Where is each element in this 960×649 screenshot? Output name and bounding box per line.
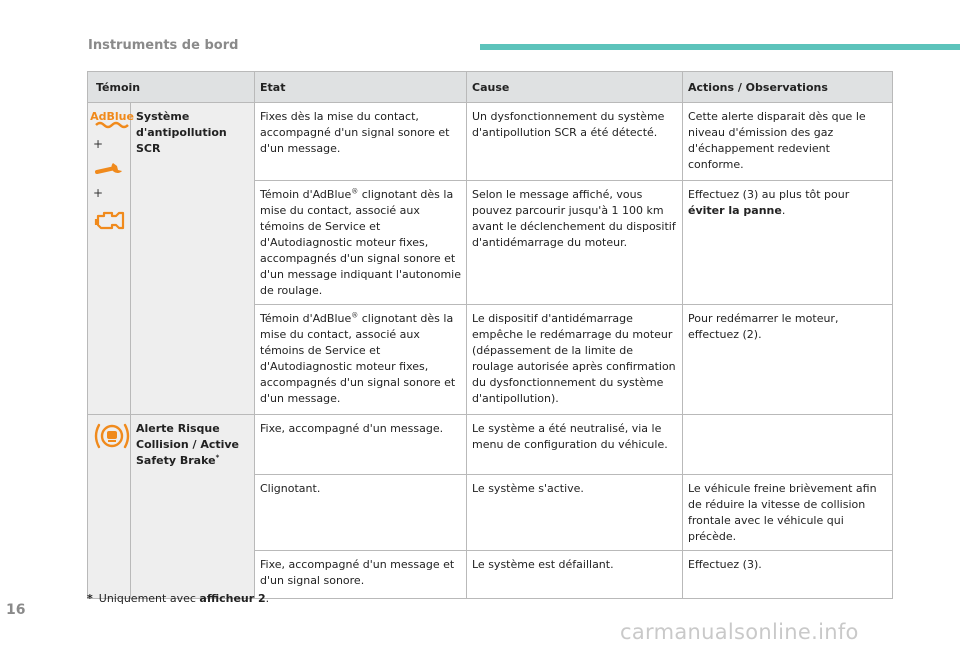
page-number: 16: [6, 602, 26, 618]
cause-cell: Le système est défaillant.: [467, 551, 683, 599]
cause-cell: Le système a été neutralisé, via le menu de configuration du véhicule.: [467, 415, 683, 475]
action-cell: Le véhicule freine brièvement afin de réduire la vitesse de collision frontale avec le véhicule qui précède.: [683, 475, 893, 551]
header-cause: Cause: [467, 72, 683, 103]
etat-cell: Clignotant.: [255, 475, 467, 551]
header-accent-bar: [480, 44, 960, 50]
wrench-icon: [93, 158, 127, 180]
table-header-row: [88, 72, 893, 103]
indicator-name-scr: Système d'antipollution SCR: [131, 103, 255, 415]
etat-cell: Témoin d'AdBlue® clignotant dès la mise du contact, associé aux témoins de Service et d'Autodiagnostic moteur fixes, accompagnés d'un signal sonore et d'un message.: [255, 305, 467, 415]
indicator-name-collision: Alerte Risque Collision / Active Safety Brake*: [131, 415, 255, 599]
section-title: Instruments de bord: [88, 38, 239, 53]
header-temoin: Témoin: [88, 72, 255, 103]
icons-cell-scr: [88, 103, 134, 415]
cause-cell: Le dispositif d'antidémarrage empêche le redémarrage du moteur (dépassement de la limite de roulage autorisée après confirmation du dysfonctionnement du système d'antipollution).: [467, 305, 683, 415]
action-cell: Effectuez (3) au plus tôt pour éviter la panne.: [683, 181, 893, 305]
indicator-table: [87, 71, 893, 599]
adblue-icon-label: AdBlue: [90, 110, 134, 123]
collision-alert-icon: [93, 421, 131, 451]
plus-sign: +: [93, 186, 104, 200]
icons-cell-collision: [88, 415, 131, 599]
etat-cell: Témoin d'AdBlue® clignotant dès la mise du contact, associé aux témoins de Service et d'Autodiagnostic moteur fixes, accompagnés d'un signal sonore et d'un message indiquant l'autonomie de roulage.: [255, 181, 467, 305]
table-row: [88, 415, 893, 475]
plus-sign: +: [93, 137, 104, 151]
action-cell: [683, 415, 893, 475]
cause-cell: Un dysfonctionnement du système d'antipollution SCR a été détecté.: [467, 103, 683, 181]
engine-icon: [93, 207, 127, 233]
cause-cell: Selon le message affiché, vous pouvez parcourir jusqu'à 1 100 km avant le déclenchement du dispositif d'antidémarrage du moteur.: [467, 181, 683, 305]
header-actions: Actions / Observations: [683, 72, 893, 103]
action-cell: Effectuez (3).: [683, 551, 893, 599]
etat-cell: Fixe, accompagné d'un message et d'un signal sonore.: [255, 551, 467, 599]
footnote: * Uniquement avec afficheur 2.: [87, 592, 270, 605]
table-row: [88, 103, 893, 181]
etat-cell: Fixes dès la mise du contact, accompagné d'un signal sonore et d'un message.: [255, 103, 467, 181]
cause-cell: Le système s'active.: [467, 475, 683, 551]
header-etat: Etat: [255, 72, 467, 103]
action-cell: Pour redémarrer le moteur, effectuez (2).: [683, 305, 893, 415]
adblue-icon: [90, 109, 134, 131]
etat-cell: Fixe, accompagné d'un message.: [255, 415, 467, 475]
watermark: carmanualsonline.info: [620, 620, 859, 644]
action-cell: Cette alerte disparait dès que le niveau d'émission des gaz d'échappement redevient conforme.: [683, 103, 893, 181]
